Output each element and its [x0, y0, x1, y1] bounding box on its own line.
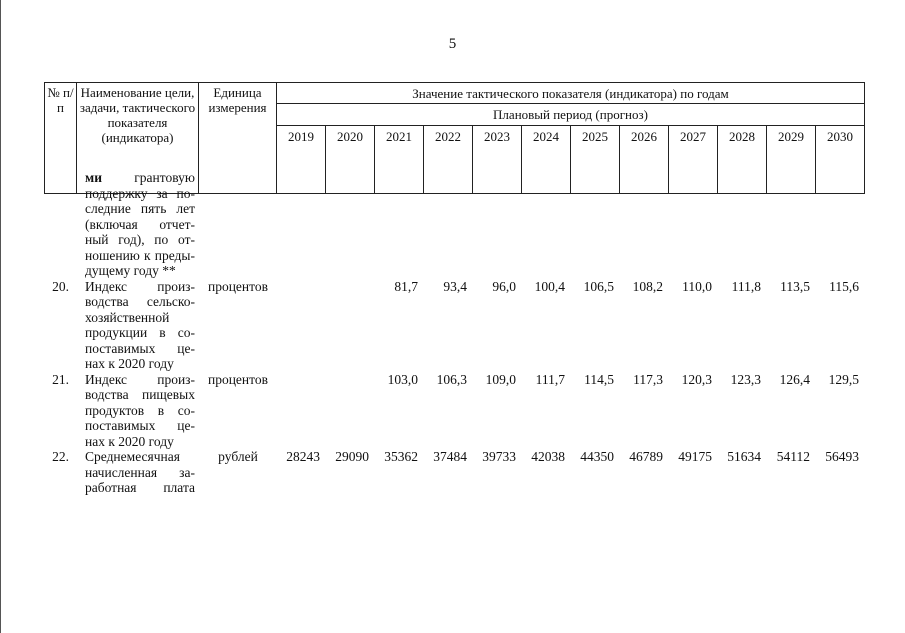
row-value: 81,7 — [394, 278, 418, 294]
row-value: 115,6 — [829, 278, 859, 294]
header-year: 2023 — [473, 126, 522, 194]
row-value: 29090 — [335, 449, 369, 464]
row-value: 28243 — [286, 449, 320, 464]
text-line: нах к 2020 году — [85, 433, 174, 449]
row-value: 106,3 — [436, 371, 467, 387]
text-line: поставимых це- — [85, 340, 195, 356]
text-line: (включая отчет- — [85, 216, 195, 232]
row-value: 39733 — [482, 449, 516, 464]
page-left-edge — [0, 0, 1, 633]
continuation-text — [77, 170, 199, 279]
text-line: нах к 2020 году — [85, 356, 174, 371]
row-value: 42038 — [531, 449, 565, 464]
row-number: 22. — [52, 449, 69, 464]
row-value: 37484 — [433, 449, 467, 464]
table-body — [44, 170, 865, 496]
row-number: 20. — [52, 278, 69, 294]
row-unit: процентов — [207, 278, 268, 294]
header-unit: Единица измерения — [199, 82, 277, 194]
row-value: 108,2 — [632, 278, 663, 294]
row-value: 46789 — [629, 449, 663, 464]
row-value: 103,0 — [387, 371, 418, 387]
row-name — [77, 449, 199, 496]
text-fragment: грантовую — [101, 170, 195, 185]
row-value: 54112 — [776, 449, 810, 464]
row-unit: процентов — [207, 371, 268, 387]
header-year: 2020 — [326, 126, 375, 194]
header-year: 2021 — [375, 126, 424, 194]
row-value: 126,4 — [779, 371, 810, 387]
row-value: 111,7 — [535, 371, 565, 387]
page-number: 5 — [448, 36, 457, 52]
text-line: начисленная за- — [85, 464, 195, 480]
row-value: 129,5 — [828, 371, 859, 387]
row-value: 123,3 — [730, 371, 761, 387]
row-value: 117,3 — [633, 371, 663, 387]
header-year: 2028 — [718, 126, 767, 194]
row-name — [77, 372, 199, 450]
bold-fragment: ми — [85, 170, 102, 185]
text-line: продукции в со- — [85, 325, 195, 340]
text-line: ношению к преды- — [85, 247, 195, 263]
row-value: 109,0 — [485, 371, 516, 387]
row-value: 96,0 — [492, 278, 516, 294]
text-line: поставимых це- — [85, 418, 195, 433]
text-line: ный год), по от- — [85, 232, 195, 247]
text-line: работная плата — [85, 480, 195, 495]
text-line: Индекс произ- — [85, 278, 195, 294]
header-year: 2022 — [424, 126, 473, 194]
row-value: 44350 — [580, 449, 614, 464]
row-value: 56493 — [825, 449, 859, 464]
header-year: 2026 — [620, 126, 669, 194]
row-value: 93,4 — [443, 278, 467, 294]
text-line: продуктов в со- — [85, 402, 195, 418]
continuation-row — [44, 170, 865, 279]
text-line: поддержку за по- — [85, 185, 195, 201]
text-line: хозяйственной — [85, 309, 170, 325]
header-year: 2019 — [277, 126, 326, 194]
row-value: 120,3 — [681, 371, 712, 387]
header-plan-period: Плановый период (прогноз) — [277, 104, 865, 126]
header-year: 2025 — [571, 126, 620, 194]
row-value: 49175 — [678, 449, 712, 464]
table-row — [44, 279, 865, 372]
table-row — [44, 372, 865, 450]
text-line: следние пять лет — [85, 201, 195, 216]
header-year: 2030 — [816, 126, 865, 194]
header-value-group: Значение тактического показателя (индикатора) по годам — [277, 82, 865, 104]
header-name: Наименование цели, задачи, тактического показателя (индикатора) — [77, 82, 199, 194]
row-value: 113,5 — [780, 278, 810, 294]
row-value: 51634 — [727, 449, 761, 464]
row-value: 106,5 — [583, 278, 614, 294]
row-value: 111,8 — [731, 278, 761, 294]
header-year: 2024 — [522, 126, 571, 194]
text-line: Индекс произ- — [85, 371, 195, 387]
row-value: 114,5 — [584, 371, 614, 387]
text-line: водства пищевых — [85, 387, 195, 402]
row-name — [77, 279, 199, 372]
row-value: 110,0 — [682, 278, 712, 294]
row-unit: рублей — [218, 449, 258, 464]
header-year: 2029 — [767, 126, 816, 194]
table-row — [44, 449, 865, 496]
row-value: 100,4 — [534, 278, 565, 294]
row-value: 35362 — [384, 449, 418, 464]
text-line: дущему году ** — [85, 263, 176, 278]
text-line: Среднемесячная — [85, 449, 180, 464]
text-line: водства сельско- — [85, 294, 195, 309]
row-number: 21. — [52, 371, 69, 387]
text-line — [85, 170, 195, 186]
header-year: 2027 — [669, 126, 718, 194]
header-num: № п/п — [44, 82, 77, 194]
